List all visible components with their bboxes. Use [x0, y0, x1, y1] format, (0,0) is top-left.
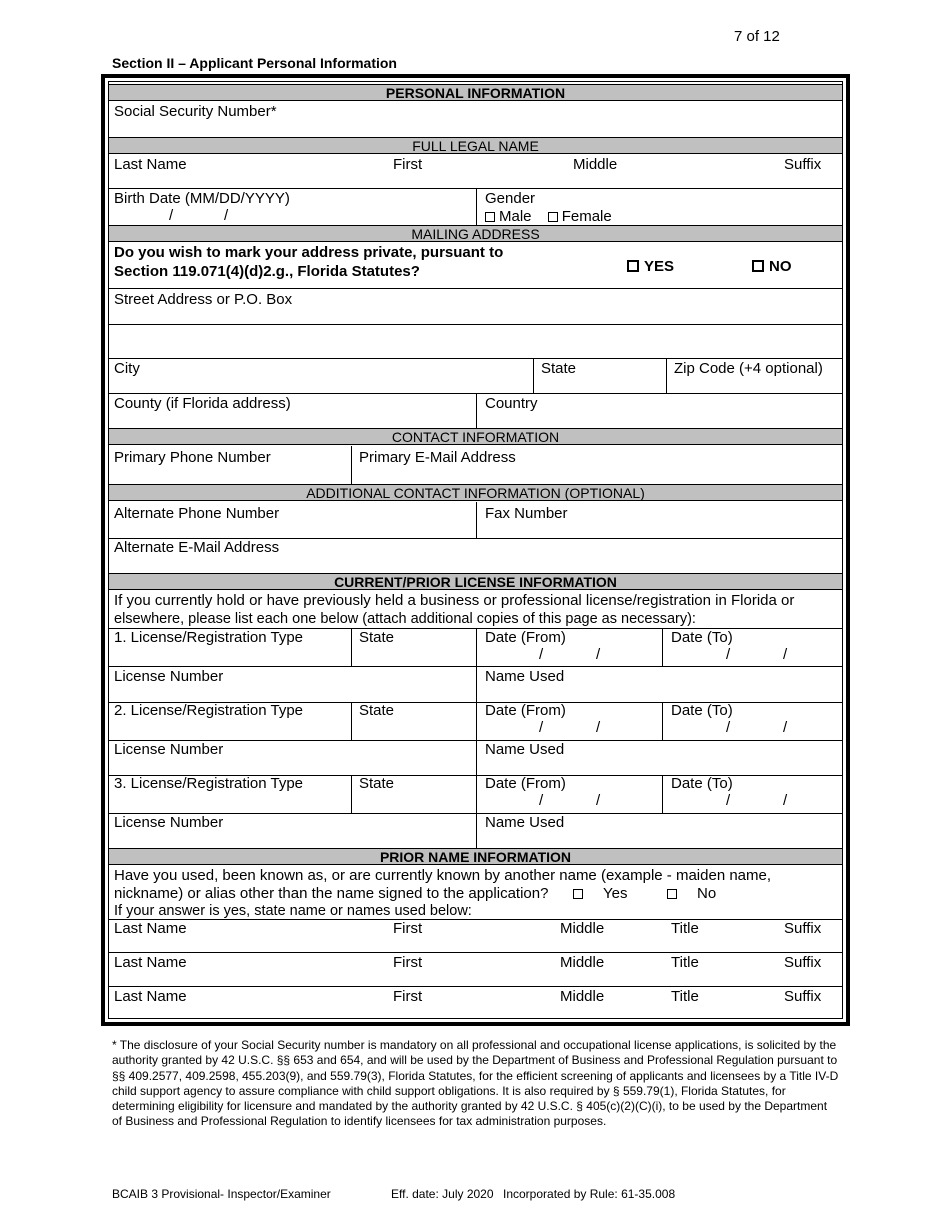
- license-state-2-field[interactable]: State: [359, 702, 395, 719]
- private-address-question-line2: Section 119.071(4)(d)2.g., Florida Statutes?: [114, 263, 420, 280]
- private-no-label: NO: [769, 258, 792, 275]
- male-checkbox[interactable]: [485, 212, 495, 222]
- alternate-email-field[interactable]: Alternate E-Mail Address: [114, 539, 280, 556]
- alternate-phone-field[interactable]: Alternate Phone Number: [114, 505, 280, 522]
- prior-title-1-field[interactable]: Title: [671, 920, 699, 937]
- private-address-question-line1: Do you wish to mark your address private, pursuant to: [114, 244, 504, 261]
- prior-name-header: PRIOR NAME INFORMATION: [109, 848, 842, 865]
- license-state-1-field[interactable]: State: [359, 629, 395, 646]
- ssn-field[interactable]: Social Security Number*: [114, 103, 277, 120]
- license-number-3-field[interactable]: License Number: [114, 814, 224, 831]
- license-date-from-2-field[interactable]: Date (From): [485, 702, 566, 719]
- personal-info-header: PERSONAL INFORMATION: [109, 84, 842, 101]
- license-type-2-field[interactable]: 2. License/Registration Type: [114, 702, 304, 719]
- prior-first-name-3-field[interactable]: First: [393, 988, 423, 1005]
- footer-form-id: BCAIB 3 Provisional- Inspector/Examiner: [112, 1187, 331, 1201]
- license-number-2-field[interactable]: License Number: [114, 741, 224, 758]
- prior-name-yes-label: Yes: [603, 885, 628, 902]
- prior-middle-name-3-field[interactable]: Middle: [560, 988, 605, 1005]
- prior-first-name-1-field[interactable]: First: [393, 920, 423, 937]
- street-address-field[interactable]: Street Address or P.O. Box: [114, 291, 293, 308]
- prior-last-name-2-field[interactable]: Last Name: [114, 954, 187, 971]
- contact-info-header: CONTACT INFORMATION: [109, 428, 842, 445]
- date-slash: /: [539, 792, 544, 809]
- full-legal-name-header: FULL LEGAL NAME: [109, 137, 842, 154]
- suffix-field[interactable]: Suffix: [784, 156, 822, 173]
- private-yes-option[interactable]: [627, 258, 674, 276]
- private-no-option[interactable]: [752, 258, 792, 276]
- date-slash: /: [596, 792, 601, 809]
- primary-phone-field[interactable]: Primary Phone Number: [114, 449, 271, 466]
- license-date-to-2-field[interactable]: Date (To): [671, 702, 733, 719]
- primary-email-field[interactable]: Primary E-Mail Address: [359, 449, 516, 466]
- license-intro-line2: elsewhere, please list each one below (attach additional copies of this page as necessary):: [114, 611, 696, 627]
- section-title: Section II – Applicant Personal Information: [112, 55, 397, 71]
- birth-date-field[interactable]: Birth Date (MM/DD/YYYY): [114, 190, 290, 207]
- middle-name-field[interactable]: Middle: [573, 156, 618, 173]
- city-field[interactable]: City: [114, 360, 140, 377]
- date-slash: /: [169, 207, 174, 224]
- zip-code-field[interactable]: Zip Code (+4 optional): [674, 360, 823, 377]
- state-field[interactable]: State: [541, 360, 577, 377]
- private-yes-checkbox[interactable]: [627, 260, 639, 272]
- prior-name-no-checkbox[interactable]: [667, 889, 677, 899]
- license-intro-line1: If you currently hold or have previously held a business or professional license/registration in Florida or: [114, 592, 795, 609]
- ssn-disclosure-footnote: * The disclosure of your Social Security number is mandatory on all professional and occupational license applications, is solicited by the authority granted by 42 U.S.C. §§ 653 and 654, and will be used by the Department of Business and Professional Regulation pursuant to §§ 409.2577, 409.2598, 455.203(9), and 559.79(3), Florida Statutes, for the efficient screening of applicants and licensees by a Title IV-D child support agency to assure compliance with child support obligations. It is also required by § 559.79(1), Florida Statutes, for determining eligibility for licensure and mandated by the authority granted by 42 U.S.C. § 405(c)(2)(C)(i), to be used by the Department of Business and Professional Regulation to identify licensees for tax administration purposes.: [112, 1038, 839, 1129]
- date-slash: /: [726, 719, 731, 736]
- prior-name-question-line1: Have you used, been known as, or are currently known by another name (example - maiden name,: [114, 867, 772, 884]
- prior-name-instruction: If your answer is yes, state name or names used below:: [114, 903, 472, 919]
- prior-name-no-label: No: [697, 885, 717, 902]
- page-number: 7 of 12: [734, 28, 780, 45]
- license-date-from-1-field[interactable]: Date (From): [485, 629, 566, 646]
- name-used-2-field[interactable]: Name Used: [485, 741, 565, 758]
- additional-contact-header: ADDITIONAL CONTACT INFORMATION (OPTIONAL): [109, 484, 842, 501]
- license-date-to-3-field[interactable]: Date (To): [671, 775, 733, 792]
- female-label: Female: [561, 208, 612, 225]
- date-slash: /: [783, 719, 788, 736]
- license-state-3-field[interactable]: State: [359, 775, 395, 792]
- name-used-1-field[interactable]: Name Used: [485, 668, 565, 685]
- date-slash: /: [224, 207, 229, 224]
- date-slash: /: [596, 719, 601, 736]
- license-number-1-field[interactable]: License Number: [114, 668, 224, 685]
- prior-title-2-field[interactable]: Title: [671, 954, 699, 971]
- prior-name-yes-option[interactable]: [573, 885, 627, 903]
- license-date-to-1-field[interactable]: Date (To): [671, 629, 733, 646]
- date-slash: /: [539, 719, 544, 736]
- personal-info-form: [101, 74, 850, 1026]
- prior-last-name-1-field[interactable]: Last Name: [114, 920, 187, 937]
- name-used-3-field[interactable]: Name Used: [485, 814, 565, 831]
- prior-title-3-field[interactable]: Title: [671, 988, 699, 1005]
- date-slash: /: [539, 646, 544, 663]
- date-slash: /: [596, 646, 601, 663]
- license-date-from-3-field[interactable]: Date (From): [485, 775, 566, 792]
- gender-label: Gender: [485, 190, 536, 207]
- license-type-1-field[interactable]: 1. License/Registration Type: [114, 629, 304, 646]
- date-slash: /: [726, 792, 731, 809]
- private-yes-label: YES: [644, 258, 675, 275]
- private-no-checkbox[interactable]: [752, 260, 764, 272]
- prior-name-no-option[interactable]: [667, 885, 716, 903]
- county-field[interactable]: County (if Florida address): [114, 395, 291, 412]
- male-label: Male: [499, 208, 532, 225]
- date-slash: /: [726, 646, 731, 663]
- prior-suffix-1-field[interactable]: Suffix: [784, 920, 822, 937]
- date-slash: /: [783, 792, 788, 809]
- prior-name-yes-checkbox[interactable]: [573, 889, 583, 899]
- gender-options: [485, 208, 612, 226]
- prior-middle-name-1-field[interactable]: Middle: [560, 920, 605, 937]
- prior-first-name-2-field[interactable]: First: [393, 954, 423, 971]
- license-type-3-field[interactable]: 3. License/Registration Type: [114, 775, 304, 792]
- footer-effective-date: Eff. date: July 2020: [391, 1187, 494, 1201]
- prior-last-name-3-field[interactable]: Last Name: [114, 988, 187, 1005]
- footer-rule: Incorporated by Rule: 61-35.008: [503, 1187, 676, 1201]
- country-field[interactable]: Country: [485, 395, 538, 412]
- prior-suffix-3-field[interactable]: Suffix: [784, 988, 822, 1005]
- fax-field[interactable]: Fax Number: [485, 505, 568, 522]
- prior-name-question-line2: nickname) or alias other than the name signed to the application?: [114, 885, 549, 902]
- female-checkbox[interactable]: [548, 212, 558, 222]
- first-name-field[interactable]: First: [393, 156, 423, 173]
- form-body: [108, 81, 843, 1019]
- mailing-address-header: MAILING ADDRESS: [109, 225, 842, 242]
- date-slash: /: [783, 646, 788, 663]
- license-info-header: CURRENT/PRIOR LICENSE INFORMATION: [109, 573, 842, 590]
- last-name-field[interactable]: Last Name: [114, 156, 187, 173]
- prior-middle-name-2-field[interactable]: Middle: [560, 954, 605, 971]
- prior-suffix-2-field[interactable]: Suffix: [784, 954, 822, 971]
